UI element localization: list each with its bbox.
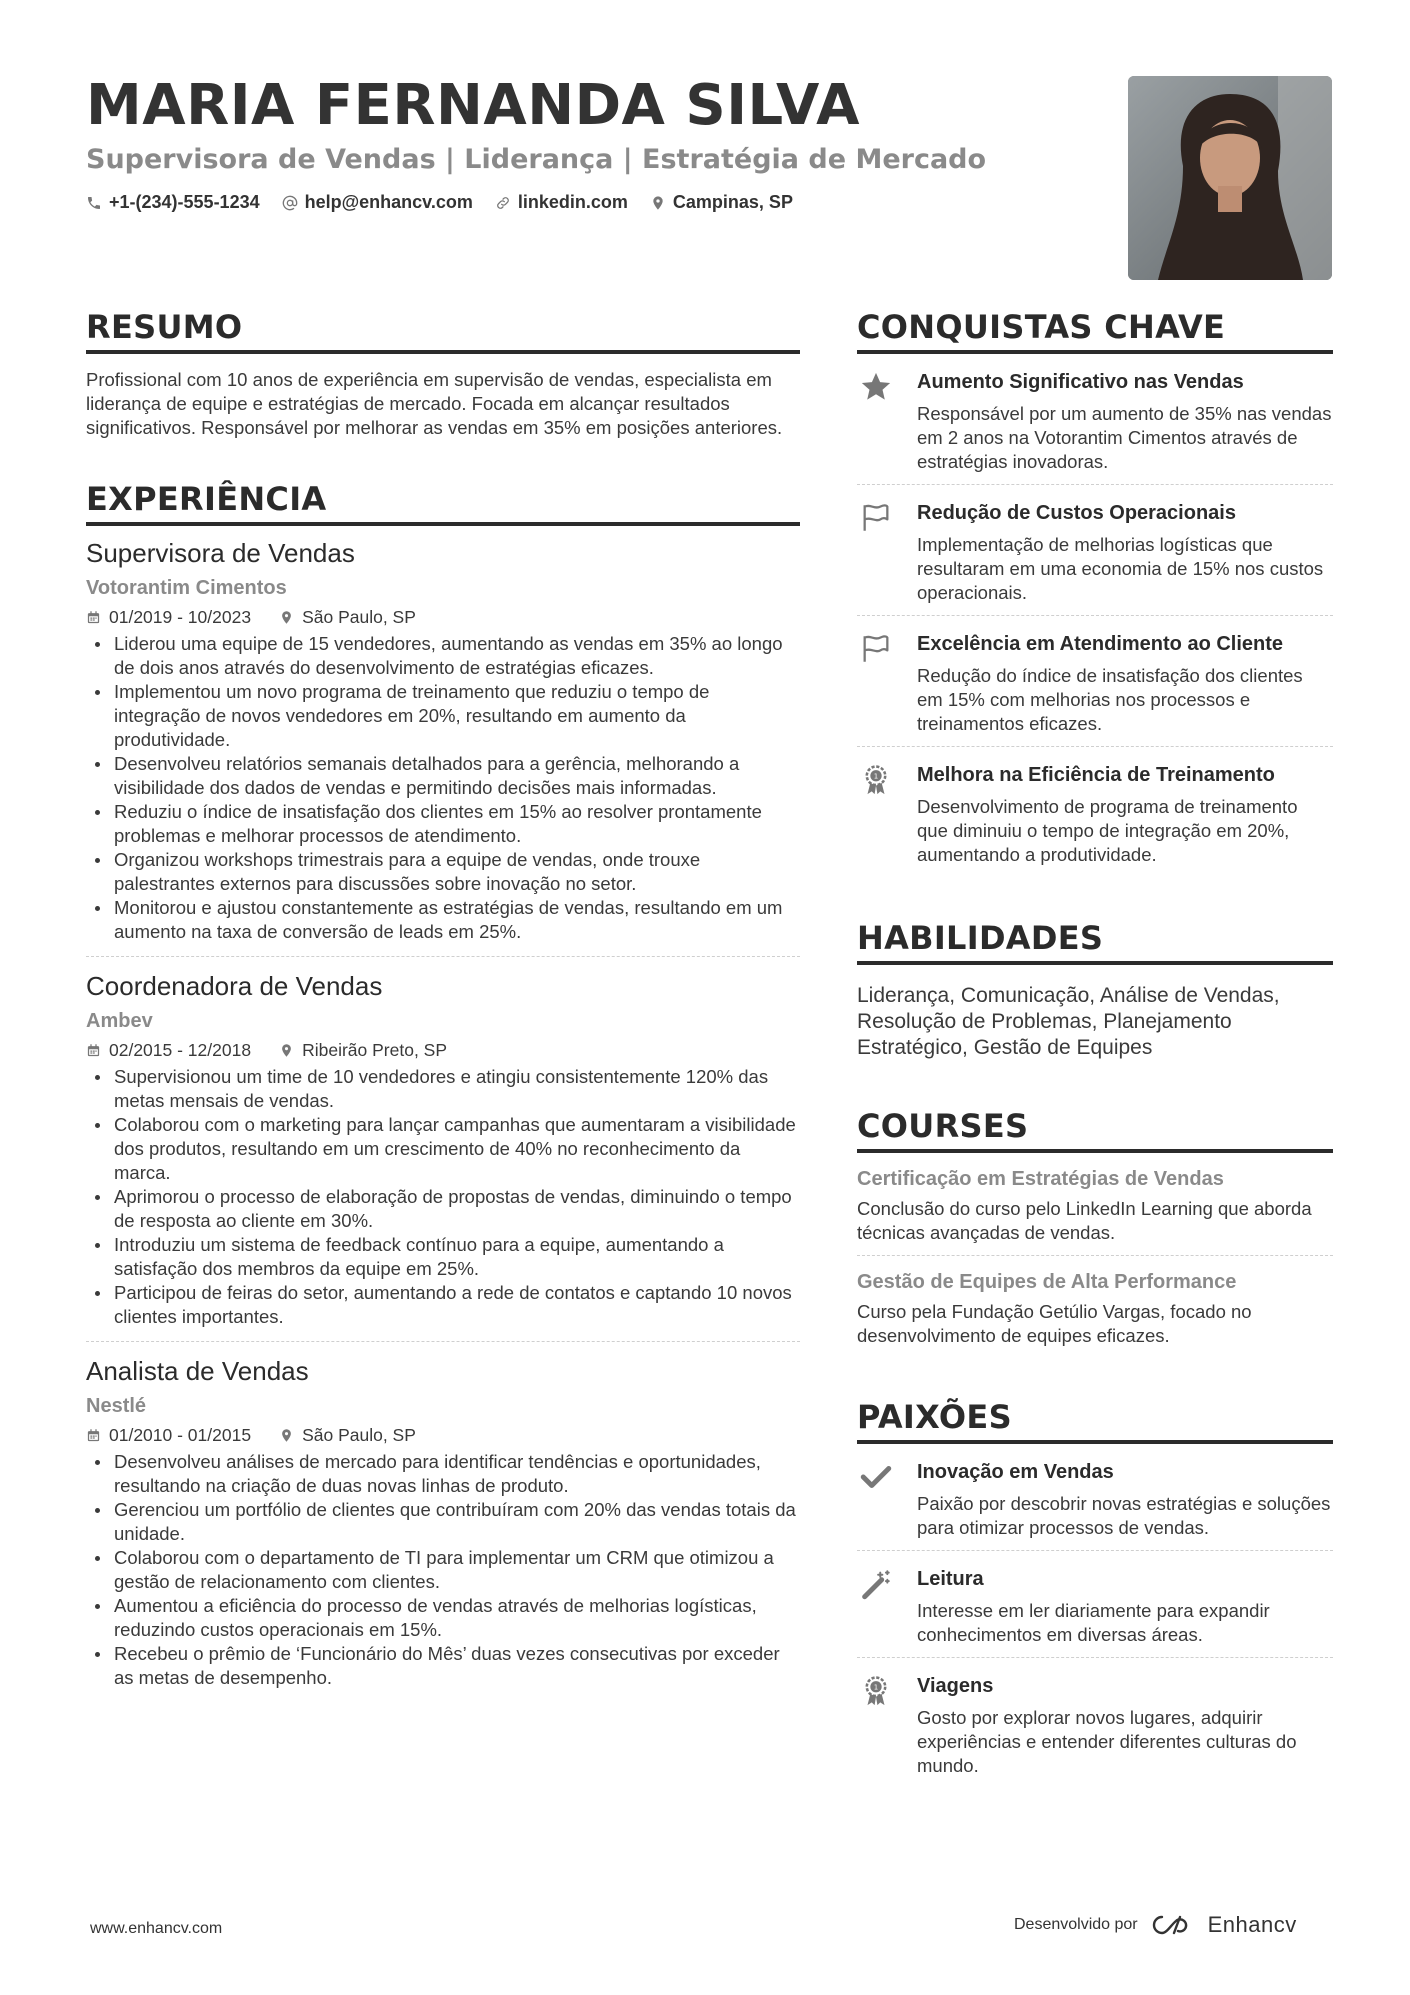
job-meta [86,1037,800,1063]
job-title: Analista de Vendas [86,1356,309,1386]
job-location [279,1422,416,1448]
course-title: Gestão de Equipes de Alta Performance [857,1271,1237,1293]
summary-section [86,306,800,440]
job-bullets [86,1450,800,1690]
passion-item [857,1444,1333,1551]
passion-desc: Interesse em ler diariamente para expandir conhecimentos em diversas áreas. [917,1600,1270,1645]
bullet-item: Desenvolveu análises de mercado para identificar tendências e oportunidades, resultando na criação de duas novas linhas de produto. [86,1450,800,1498]
bullet-item: Aprimorou o processo de elaboração de propostas de vendas, diminuindo o tempo de resposta ao cliente em 30%. [86,1185,800,1233]
skills-text: Liderança, Comunicação, Análise de Vendas, Resolução de Problemas, Planejamento Estratégico, Gestão de Equipes [857,984,1280,1059]
powered-by-text: Desenvolvido por [1014,1916,1138,1933]
bullet-item: Aumentou a eficiência do processo de vendas através de melhorias logísticas, reduzindo custos operacionais em 15%. [86,1594,800,1642]
job-location-text: São Paulo, SP [302,607,416,627]
profile-photo [1128,76,1332,280]
job-company: Nestlé [86,1395,147,1417]
course-desc: Curso pela Fundação Getúlio Vargas, focado no desenvolvimento de equipes eficazes. [857,1301,1252,1346]
passion-title: Inovação em Vendas [917,1461,1114,1483]
job-bullets [86,632,800,944]
job-title: Coordenadora de Vendas [86,971,383,1001]
at-icon [282,195,298,211]
avatar-portrait [1128,76,1332,280]
contact-email[interactable] [282,192,473,213]
experience-section [86,478,800,1696]
resume-header [86,74,1086,213]
experience-entry [86,969,800,1335]
bullet-item: Colaborou com o marketing para lançar campanhas que aumentaram a visibilidade dos produtos, resultando em um crescimento de 40% no reconhecimento da marca. [86,1113,800,1185]
job-title: Supervisora de Vendas [86,538,355,568]
enhancv-logo-icon [1150,1913,1196,1937]
achievement-title: Redução de Custos Operacionais [917,502,1236,524]
brand-name[interactable]: Enhancv [1207,1912,1297,1937]
achievement-title: Excelência em Atendimento ao Cliente [917,633,1284,655]
achievement-item [857,616,1333,747]
job-dates [86,604,251,630]
award-icon [859,763,893,797]
divider [86,1341,800,1342]
course-item [857,1153,1333,1256]
job-location-text: Ribeirão Preto, SP [302,1040,448,1060]
achievements-section [857,306,1333,877]
achievement-title: Aumento Significativo nas Vendas [917,371,1244,393]
bullet-item: Participou de feiras do setor, aumentando a rede de contatos e captando 10 novos clientes importantes. [86,1281,800,1329]
courses-section [857,1105,1333,1358]
achievement-item [857,354,1333,485]
contact-bar [86,192,1086,213]
candidate-name: MARIA FERNANDA SILVA [86,73,860,138]
location-pin-icon [279,1043,294,1058]
job-dates-text: 02/2015 - 12/2018 [109,1040,252,1060]
bullet-item: Reduziu o índice de insatisfação dos clientes em 15% ao resolver prontamente problemas e melhorar processos de atendimento. [86,800,800,848]
bullet-item: Gerenciou um portfólio de clientes que contribuíram com 20% das vendas totais da unidade. [86,1498,800,1546]
contact-location [650,192,793,213]
summary-text: Profissional com 10 anos de experiência em supervisão de vendas, especialista em liderança de equipe e estratégias de mercado. Focada em alcançar resultados significativos. Responsável por melhorar as vendas em 35% em posições anteriores. [86,369,783,438]
experience-heading: EXPERIÊNCIA [86,478,800,526]
link-icon [495,195,511,211]
location-text: Campinas, SP [672,192,793,212]
experience-entry [86,1354,800,1696]
passion-desc: Paixão por descobrir novas estratégias e soluções para otimizar processos de vendas. [917,1493,1331,1538]
footer-branding [1014,1912,1297,1938]
job-meta [86,604,800,630]
achievement-desc: Responsável por um aumento de 35% nas vendas em 2 anos na Votorantim Cimentos através de estratégias inovadoras. [917,403,1332,472]
passions-section [857,1396,1333,1788]
email-text: help@enhancv.com [304,192,473,212]
achievement-desc: Implementação de melhorias logísticas que resultaram em uma economia de 15% nos custos operacionais. [917,534,1324,603]
location-pin-icon [279,610,294,625]
flag-icon [859,632,893,666]
contact-linkedin[interactable] [495,192,628,213]
star-icon [859,370,893,404]
bullet-item: Monitorou e ajustou constantemente as estratégias de vendas, resultando em um aumento na taxa de conversão de leads em 25%. [86,896,800,944]
summary-heading: RESUMO [86,306,800,354]
bullet-item: Liderou uma equipe de 15 vendedores, aumentando as vendas em 35% ao longo de dois anos através do desenvolvimento de estratégias eficazes. [86,632,800,680]
award-icon [859,1674,893,1708]
job-dates-text: 01/2010 - 01/2015 [109,1425,252,1445]
passion-item [857,1658,1333,1788]
bullet-item: Introduziu um sistema de feedback contínuo para a equipe, aumentando a satisfação dos membros da equipe em 25%. [86,1233,800,1281]
job-location-text: São Paulo, SP [302,1425,416,1445]
job-company: Ambev [86,1010,153,1032]
linkedin-text: linkedin.com [517,192,628,212]
svg-text:1: 1 [873,1682,879,1692]
achievement-item [857,747,1333,877]
bullet-item: Recebeu o prêmio de ‘Funcionário do Mês’ duas vezes consecutivas por exceder as metas de desempenho. [86,1642,800,1690]
magic-wand-icon [859,1567,893,1601]
phone-icon [86,195,102,211]
passions-heading: PAIXÕES [857,1396,1333,1444]
experience-entry [86,536,800,950]
location-pin-icon [279,1428,294,1443]
job-dates [86,1037,251,1063]
svg-text:1: 1 [873,771,879,781]
course-desc: Conclusão do curso pelo LinkedIn Learning que aborda técnicas avançadas de vendas. [857,1198,1312,1243]
check-icon [859,1460,893,1494]
job-bullets [86,1065,800,1329]
job-dates [86,1422,251,1448]
candidate-headline: Supervisora de Vendas | Liderança | Estratégia de Mercado [86,144,987,175]
location-pin-icon [650,195,666,211]
achievements-heading: CONQUISTAS CHAVE [857,306,1333,354]
achievement-title: Melhora na Eficiência de Treinamento [917,764,1275,786]
calendar-icon [86,1428,101,1443]
left-column [86,306,800,1734]
bullet-item: Organizou workshops trimestrais para a equipe de vendas, onde trouxe palestrantes externos para discussões sobre inovação no setor. [86,848,800,896]
job-dates-text: 01/2019 - 10/2023 [109,607,252,627]
passion-title: Viagens [917,1675,994,1697]
achievement-item [857,485,1333,616]
bullet-item: Colaborou com o departamento de TI para implementar um CRM que otimizou a gestão de relacionamento com clientes. [86,1546,800,1594]
course-item [857,1256,1333,1358]
bullet-item: Supervisionou um time de 10 vendedores e atingiu consistentemente 120% das metas mensais de vendas. [86,1065,800,1113]
courses-heading: COURSES [857,1105,1333,1153]
phone-text: +1-(234)-555-1234 [109,192,260,212]
course-title: Certificação em Estratégias de Vendas [857,1168,1224,1190]
bullet-item: Desenvolveu relatórios semanais detalhados para a gerência, melhorando a visibilidade dos dados de vendas e permitindo decisões mais informadas. [86,752,800,800]
calendar-icon [86,1043,101,1058]
calendar-icon [86,610,101,625]
flag-icon [859,501,893,535]
skills-section [857,917,1333,1061]
job-location [279,1037,447,1063]
bullet-item: Implementou um novo programa de treinamento que reduziu o tempo de integração de novos vendedores em 20%, resultando em aumento da produtividade. [86,680,800,752]
achievement-desc: Redução do índice de insatisfação dos clientes em 15% com melhorias nos processos e treinamentos eficazes. [917,665,1303,734]
right-column [857,306,1333,1826]
passion-item [857,1551,1333,1658]
job-meta [86,1422,800,1448]
achievement-desc: Desenvolvimento de programa de treinamento que diminuiu o tempo de integração em 20%, aumentando a produtividade. [917,796,1298,865]
passion-desc: Gosto por explorar novos lugares, adquirir experiências e entender diferentes culturas do mundo. [917,1707,1297,1776]
skills-heading: HABILIDADES [857,917,1333,965]
contact-phone[interactable] [86,192,260,213]
footer-website[interactable]: www.enhancv.com [90,1920,223,1937]
passion-title: Leitura [917,1568,984,1590]
divider [86,956,800,957]
job-location [279,604,416,630]
job-company: Votorantim Cimentos [86,577,287,599]
